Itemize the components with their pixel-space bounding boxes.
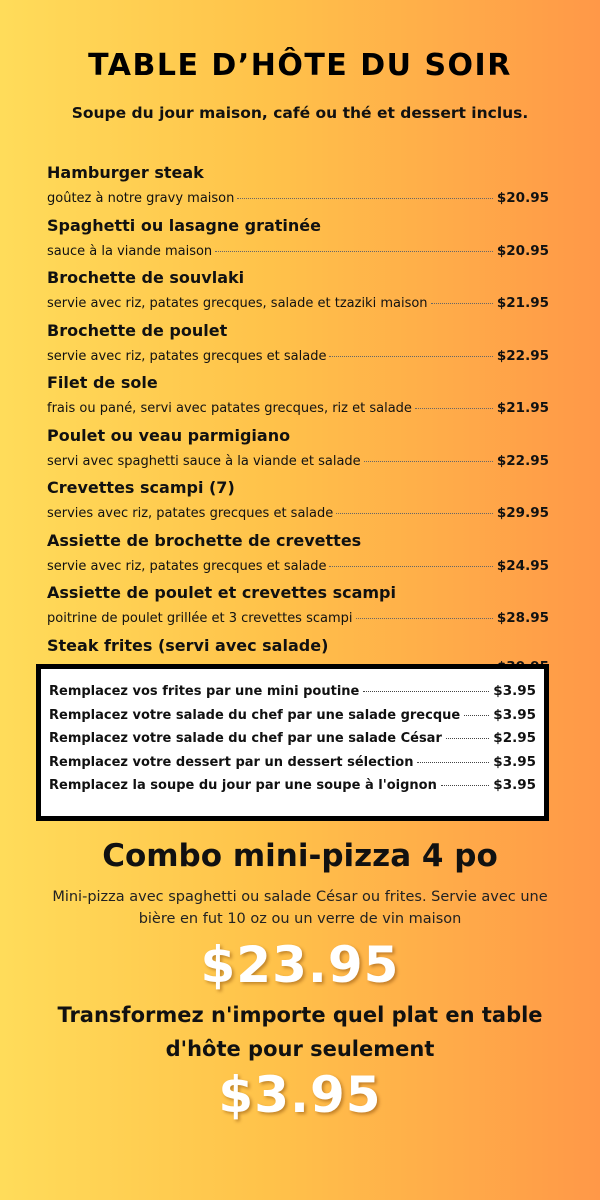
leader-dots <box>215 251 493 252</box>
substitution-row <box>49 730 536 754</box>
upgrade-text: Transformez n'importe quel plat en table d'hôte pour seulement <box>57 1003 543 1061</box>
menu-item <box>47 580 549 633</box>
substitution-label: Remplacez votre dessert par un dessert sélection <box>49 754 414 770</box>
menu-item-name: Assiette de poulet et crevettes scampi <box>47 583 396 602</box>
menu-item-price: $29.95 <box>496 505 549 521</box>
leader-dots <box>446 738 489 739</box>
substitution-price: $3.95 <box>493 706 536 723</box>
substitution-price: $2.95 <box>493 730 536 746</box>
substitutions-box <box>36 664 549 821</box>
substitution-price: $3.95 <box>493 683 536 699</box>
combo-price: $23.95 <box>200 936 400 994</box>
menu-item-description: poitrine de poulet grillée et 3 crevettes scampi <box>47 611 353 626</box>
menu-list <box>47 160 549 685</box>
upgrade-price: $3.95 <box>218 1066 382 1124</box>
menu-item <box>47 423 549 476</box>
menu-item <box>47 475 549 528</box>
menu-item-name: Crevettes scampi (7) <box>47 478 235 497</box>
substitution-row <box>49 754 536 778</box>
substitution-label: Remplacez votre salade du chef par une salade grecque <box>49 707 461 723</box>
menu-item-description: servie avec riz, patates grecques, salade et tzaziki maison <box>47 296 428 311</box>
substitution-price: $3.95 <box>493 753 536 770</box>
leader-dots <box>363 691 489 692</box>
menu-item-price: $20.95 <box>496 190 549 206</box>
substitution-label: Remplacez vos frites par une mini poutine <box>49 684 360 699</box>
leader-dots <box>464 715 489 716</box>
leader-dots <box>417 762 489 763</box>
page-title: TABLE D’HÔTE DU SOIR <box>88 48 512 83</box>
menu-item-description: servie avec riz, patates grecques et salade <box>47 558 327 574</box>
substitution-label: Remplacez la soupe du jour par une soupe à l'oignon <box>49 778 437 793</box>
leader-dots <box>336 513 493 514</box>
leader-dots <box>364 461 493 462</box>
menu-item-price: $21.95 <box>496 295 549 311</box>
menu-item-description: servi avec spaghetti sauce à la viande et salade <box>47 453 361 469</box>
menu-item-name: Hamburger steak <box>47 163 204 182</box>
leader-dots <box>329 566 492 567</box>
leader-dots <box>441 785 489 786</box>
menu-item <box>47 265 549 318</box>
leader-dots <box>356 618 493 619</box>
menu-item-name: Filet de sole <box>47 373 158 392</box>
menu-item-description: servies avec riz, patates grecques et salade <box>47 506 334 521</box>
substitution-price: $3.95 <box>493 777 536 793</box>
menu-item-name: Assiette de brochette de crevettes <box>47 530 362 550</box>
leader-dots <box>431 303 493 304</box>
leader-dots <box>329 356 492 357</box>
menu-item-price: $22.95 <box>496 347 549 364</box>
menu-item <box>47 528 549 581</box>
substitution-label: Remplacez votre salade du chef par une salade César <box>49 731 442 746</box>
menu-item-name: Spaghetti ou lasagne gratinée <box>47 215 322 235</box>
combo-description: Mini-pizza avec spaghetti ou salade César ou frites. Servie avec une bière en fut 10 oz ou un verre de vin maison <box>52 889 548 927</box>
page-subtitle: Soupe du jour maison, café ou thé et dessert inclus. <box>71 104 529 122</box>
menu-item-description: goûtez à notre gravy maison <box>47 191 235 206</box>
menu-item <box>47 213 549 266</box>
menu-item-price: $21.95 <box>496 400 549 416</box>
substitution-row <box>49 707 536 731</box>
substitution-row <box>49 683 536 707</box>
menu-item-price: $28.95 <box>496 610 549 626</box>
menu-item-name: Poulet ou veau parmigiano <box>47 425 291 445</box>
combo-title: Combo mini-pizza 4 po <box>102 838 498 874</box>
menu-item-price: $22.95 <box>496 452 549 469</box>
menu-item <box>47 370 549 423</box>
menu-item-description: sauce à la viande maison <box>47 243 213 259</box>
leader-dots <box>415 408 493 409</box>
menu-item-description: servie avec riz, patates grecques et salade <box>47 348 327 364</box>
leader-dots <box>237 198 493 199</box>
menu-item-price: $24.95 <box>496 557 549 574</box>
menu-item-description: frais ou pané, servi avec patates grecques, riz et salade <box>47 401 412 416</box>
menu-item-name: Brochette de souvlaki <box>47 268 245 287</box>
menu-item <box>47 160 549 213</box>
menu-item-name: Steak frites (servi avec salade) <box>47 635 329 655</box>
menu-item-price: $20.95 <box>496 242 549 259</box>
substitution-row <box>49 777 536 801</box>
menu-item <box>47 318 549 371</box>
menu-item-name: Brochette de poulet <box>47 320 228 340</box>
